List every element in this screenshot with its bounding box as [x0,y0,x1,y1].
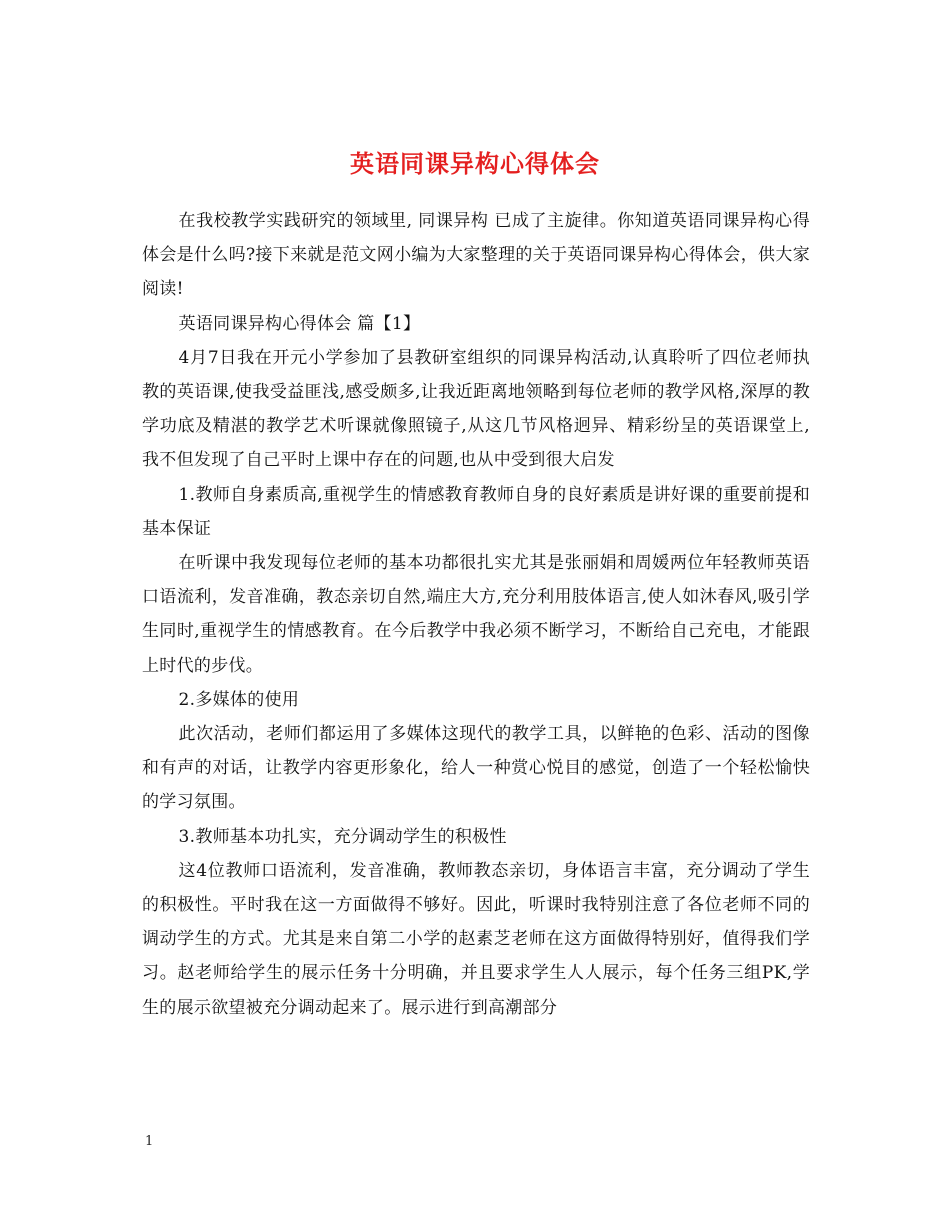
intro-paragraph: 在我校教学实践研究的领域里, 同课异构 已成了主旋律。你知道英语同课异构心得体会是什么吗?接下来就是范文网小编为大家整理的关于英语同课异构心得体会，供大家阅读! [142,211,810,300]
body-paragraph: 此次活动，老师们都运用了多媒体这现代的教学工具，以鲜艳的色彩、活动的图像和有声的对话，让教学内容更形象化，给人一种赏心悦目的感觉，创造了一个轻松愉快的学习氛围。 [142,724,810,813]
point-heading-1: 1.教师自身素质高,重视学生的情感教育教师自身的良好素质是讲好课的重要前提和基本保证 [142,484,810,539]
body-paragraph: 4月7日我在开元小学参加了县教研室组织的同课异构活动,认真聆听了四位老师执教的英语课,使我受益匪浅,感受颇多,让我近距离地领略到每位老师的教学风格,深厚的教学功底及精湛的教学艺术听课就像照镜子,从这几节风格迥异、精彩纷呈的英语课堂上,我不但发现了自己平时上课中存在的问题,也从中受到很大启发 [142,347,810,471]
document-body [142,204,810,1025]
section-heading: 英语同课异构心得体会 篇【1】 [178,313,421,334]
page-title: 英语同课异构心得体会 [350,149,600,179]
point-heading-2: 2.多媒体的使用 [178,689,300,710]
point-heading-3: 3.教师基本功扎实，充分调动学生的积极性 [178,826,507,847]
body-paragraph: 在听课中我发现每位老师的基本功都很扎实尤其是张丽娟和周媛两位年轻教师英语口语流利，发音准确，教态亲切自然,端庄大方,充分利用肢体语言,使人如沐春风,吸引学生同时,重视学生的情感教育。在今后教学中我必须不断学习，不断给自己充电，才能跟上时代的步伐。 [142,553,810,676]
body-paragraph: 这4位教师口语流利，发音准确，教师教态亲切，身体语言丰富，充分调动了学生的积极性。平时我在这一方面做得不够好。因此，听课时我特别注意了各位老师不同的调动学生的方式。尤其是来自第二小学的赵素芝老师在这方面做得特别好，值得我们学习。赵老师给学生的展示任务十分明确，并且要求学生人人展示，每个任务三组PK,学生的展示欲望被充分调动起来了。展示进行到高潮部分 [142,860,810,1018]
page-number: 1 [145,1134,154,1149]
